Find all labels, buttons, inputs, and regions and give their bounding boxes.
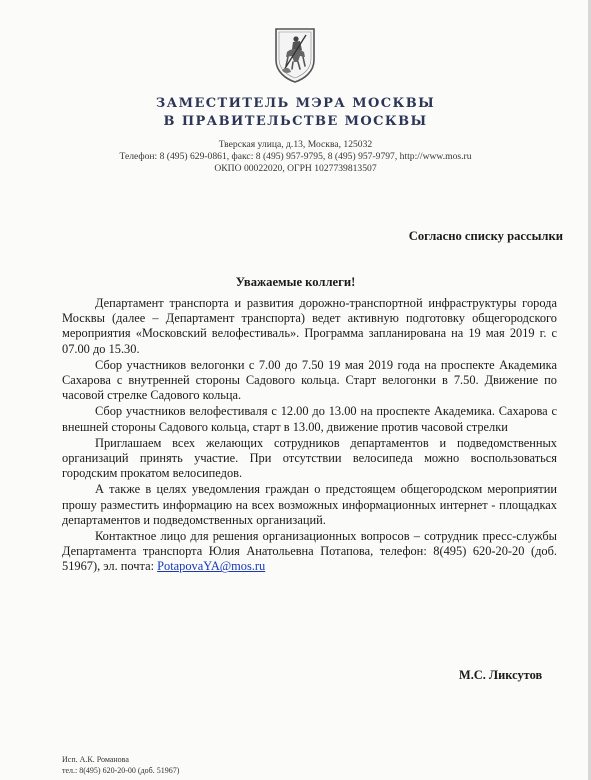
issuer-title-line1: ЗАМЕСТИТЕЛЬ МЭРА МОСКВЫ: [155, 96, 436, 111]
issuer-address: Тверская улица, д.13, Москва, 125032: [218, 139, 373, 150]
greeting: Уважаемые коллеги!: [235, 275, 356, 289]
body-paragraph: Приглашаем всех желающих сотрудников департаментов и подведомственных организаций принять участие. При отсутствии велосипеда можно воспользоваться городским прокатом велосипедов.: [62, 435, 557, 481]
contact-email-link[interactable]: PotapovaYA@mos.ru: [157, 559, 266, 574]
body-paragraph: Департамент транспорта и развития дорожно-транспортной инфраструктуры города Москвы (далее – Департамент транспорта) ведет активную подготовку общегородского мероприятия «Московский велофестиваль». Программа запланирована на 19 мая 2019 г. с 07.00 до 15.30.: [62, 296, 557, 356]
issuer-contacts: Телефон: 8 (495) 629-0861, факс: 8 (495) 957-9795, 8 (495) 957-9797, http://www.mos.ru: [119, 151, 472, 162]
issuer-registration-codes: ОКПО 00022020, ОГРН 1027739813507: [214, 163, 377, 174]
executor-phone: тел.: 8(495) 620-20-00 (доб. 51967): [62, 766, 180, 775]
letter-body: [62, 296, 557, 575]
body-paragraph: Сбор участников велофестиваля с 12.00 до 13.00 на проспекте Академика. Сахарова с внешней стороны Садового кольца, старт в 13.00, движение против часовой стрелки: [62, 404, 557, 434]
signatory-name: М.С. Ликсутов: [459, 668, 543, 682]
body-paragraph: Сбор участников велогонки с 7.00 до 7.50 19 мая 2019 года на проспекте Академика Сахарова с внутренней стороны Садового кольца. Старт велогонки в 7.50. Движение по часовой стрелке Садового кольца.: [62, 357, 557, 403]
executor-name: Исп. А.К. Романова: [62, 755, 129, 764]
contact-text: Контактное лицо для решения организационных вопросов – сотрудник пресс-службы Департамента транспорта Юлия Анатольевна Потапова, телефон: 8(495) 620-20-20 (доб. 51967), эл. почта:: [62, 529, 557, 574]
body-paragraph: А также в целях уведомления граждан о предстоящем общегородском мероприятии прошу разместить информацию на всех возможных информационных интернет - площадках департаментов и подведомственных организаций.: [62, 482, 557, 527]
issuer-title-line2: В ПРАВИТЕЛЬСТВЕ МОСКВЫ: [163, 114, 428, 129]
moscow-coat-of-arms-icon: [273, 26, 317, 84]
contact-paragraph: [62, 529, 557, 575]
recipient-line: Согласно списку рассылки: [408, 229, 563, 243]
executor-note: [62, 754, 179, 776]
